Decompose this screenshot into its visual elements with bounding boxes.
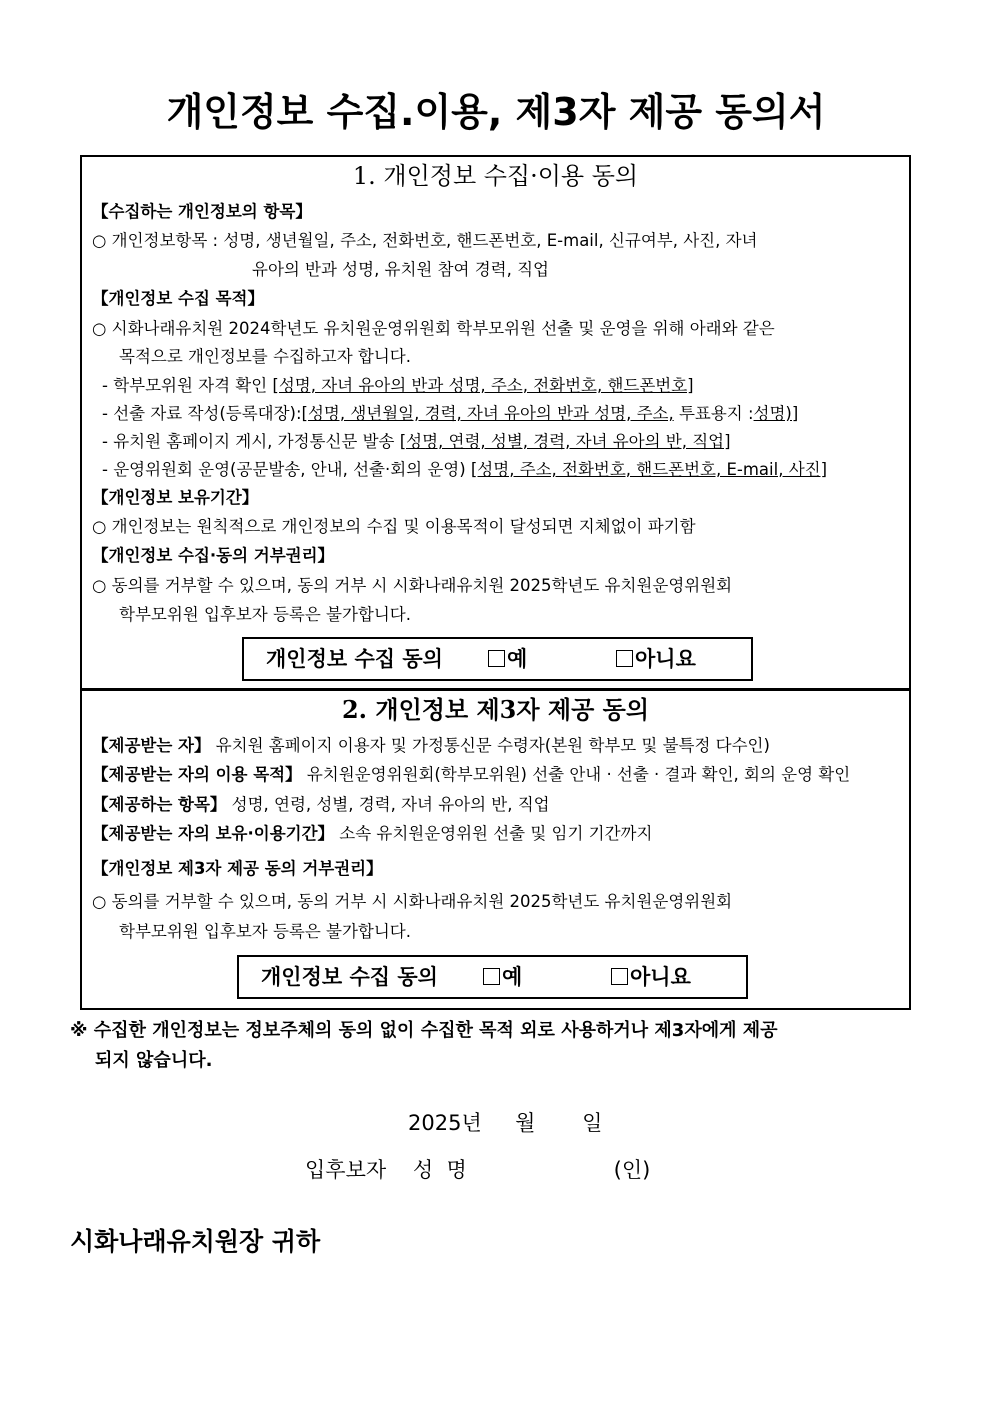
usage-purpose-label: 【제공받는 자의 이용 목적】 xyxy=(92,765,302,784)
purpose-item-1-text: - 학부모위원 자격 확인 xyxy=(102,376,273,395)
yes-label: 예 xyxy=(507,647,528,671)
consent-label: 개인정보 수집 동의 xyxy=(266,647,443,671)
section2-heading: 2. 개인정보 제3자 제공 동의 xyxy=(341,695,649,724)
checkbox-yes-2[interactable] xyxy=(483,968,500,985)
retention-line: ○ 개인정보는 원칙적으로 개인정보의 수집 및 이용목적이 달성되면 지체없이 파기함 xyxy=(92,517,696,536)
recipient-value: 유치원 홈페이지 이용자 및 가정통신문 수령자(본원 학부모 및 불특정 다수인) xyxy=(210,736,770,755)
notice xyxy=(70,1016,778,1076)
refuse-line1-2: ○ 동의를 거부할 수 있으며, 동의 거부 시 시화나래유치원 2025학년도 유치원운영위원회 xyxy=(92,892,733,911)
refuse-line1: ○ 동의를 거부할 수 있으며, 동의 거부 시 시화나래유치원 2025학년도 유치원운영위원회 xyxy=(92,576,733,595)
consent-box-2 xyxy=(237,955,748,999)
provided-items-label: 【제공하는 항목】 xyxy=(92,795,227,814)
consent-yes-option-2[interactable] xyxy=(483,957,522,997)
purpose-line1: ○ 시화나래유치원 2024학년도 유치원운영위원회 학부모위원 선출 및 운영을 위해 아래와 같은 xyxy=(92,319,775,338)
retention-period-value: 소속 유치원운영위원 선출 및 임기 기간까지 xyxy=(334,824,653,843)
purpose-item-3 xyxy=(102,431,731,453)
items-line2: 유아의 반과 성명, 유치원 참여 경력, 직업 xyxy=(252,260,549,279)
retention-period-row xyxy=(92,823,652,845)
checkbox-no-2[interactable] xyxy=(611,968,628,985)
date-line: 2025년 월 일 xyxy=(408,1111,603,1135)
purpose-item-2-fields-2: 성명)] xyxy=(753,404,799,423)
retention-period-label: 【제공받는 자의 보유·이용기간】 xyxy=(92,824,335,843)
section1-heading: 1. 개인정보 수집·이용 동의 xyxy=(352,162,639,190)
purpose-line2: 목적으로 개인정보를 수집하고자 합니다. xyxy=(119,347,411,366)
no-label-2: 아니요 xyxy=(630,965,691,989)
purpose-item-1-fields: [성명, 자녀 유아의 반과 성명, 주소, 전화번호, 핸드폰번호] xyxy=(272,376,694,395)
recipient-row xyxy=(92,735,770,757)
purpose-item-2-text: - 선출 자료 작성(등록대장): xyxy=(102,404,302,423)
refuse-line2-2: 학부모위원 입후보자 등록은 불가합니다. xyxy=(119,922,411,941)
items-line1: ○ 개인정보항목 : 성명, 생년월일, 주소, 전화번호, 핸드폰번호, E-mail, 신규여부, 사진, 자녀 xyxy=(92,231,758,250)
section-collection-consent xyxy=(80,155,911,690)
section-third-party-consent xyxy=(80,689,911,1010)
consent-no-option[interactable] xyxy=(616,639,696,679)
purpose-item-1 xyxy=(102,375,694,397)
consent-box-1 xyxy=(242,637,753,681)
no-label: 아니요 xyxy=(635,647,696,671)
purpose-item-4-text: - 운영위원회 운영(공문발송, 안내, 선출·회의 운영) xyxy=(102,460,471,479)
notice-line2: 되지 않습니다. xyxy=(95,1050,213,1071)
purpose-item-4 xyxy=(102,459,827,481)
purpose-item-2 xyxy=(102,403,798,425)
recipient-label: 【제공받는 자】 xyxy=(92,736,211,755)
purpose-item-3-fields: [성명, 연령, 성별, 경력, 자녀 유아의 반, 직업] xyxy=(399,432,731,451)
usage-purpose-value: 유치원운영위원회(학부모위원) 선출 안내 · 선출 · 결과 확인, 회의 운영 확인 xyxy=(301,765,851,784)
refuse-heading-2: 【개인정보 제3자 제공 동의 거부권리】 xyxy=(92,859,383,878)
provided-items-row xyxy=(92,794,550,816)
yes-label-2: 예 xyxy=(502,965,523,989)
addressee: 시화나래유치원장 귀하 xyxy=(70,1227,321,1256)
usage-purpose-row xyxy=(92,764,850,786)
refuse-line2: 학부모위원 입후보자 등록은 불가합니다. xyxy=(119,605,411,624)
checkbox-yes[interactable] xyxy=(488,650,505,667)
retention-heading: 【개인정보 보유기간】 xyxy=(92,488,259,507)
document-title: 개인정보 수집.이용, 제3자 제공 동의서 xyxy=(166,90,826,134)
purpose-item-2-mid: 투표용지 : xyxy=(673,404,754,423)
refuse-heading: 【개인정보 수집·동의 거부권리】 xyxy=(92,546,335,565)
signature-line: 입후보자 성 명 (인) xyxy=(305,1158,651,1182)
items-heading: 【수집하는 개인정보의 항목】 xyxy=(92,202,312,221)
consent-label-2: 개인정보 수집 동의 xyxy=(261,965,438,989)
purpose-item-4-fields: [성명, 주소, 전화번호, 핸드폰번호, E-mail, 사진] xyxy=(470,460,828,479)
consent-yes-option[interactable] xyxy=(488,639,527,679)
purpose-heading: 【개인정보 수집 목적】 xyxy=(92,289,265,308)
purpose-item-3-text: - 유치원 홈페이지 게시, 가정통신문 발송 xyxy=(102,432,400,451)
checkbox-no[interactable] xyxy=(616,650,633,667)
purpose-item-2-fields: [성명, 생년월일, 경력, 자녀 유아의 반과 성명, 주소, xyxy=(301,404,674,423)
consent-no-option-2[interactable] xyxy=(611,957,691,997)
notice-line1: ※ 수집한 개인정보는 정보주체의 동의 없이 수집한 목적 외로 사용하거나 제3자에게 제공 xyxy=(70,1020,778,1041)
provided-items-value: 성명, 연령, 성별, 경력, 자녀 유아의 반, 직업 xyxy=(226,795,550,814)
